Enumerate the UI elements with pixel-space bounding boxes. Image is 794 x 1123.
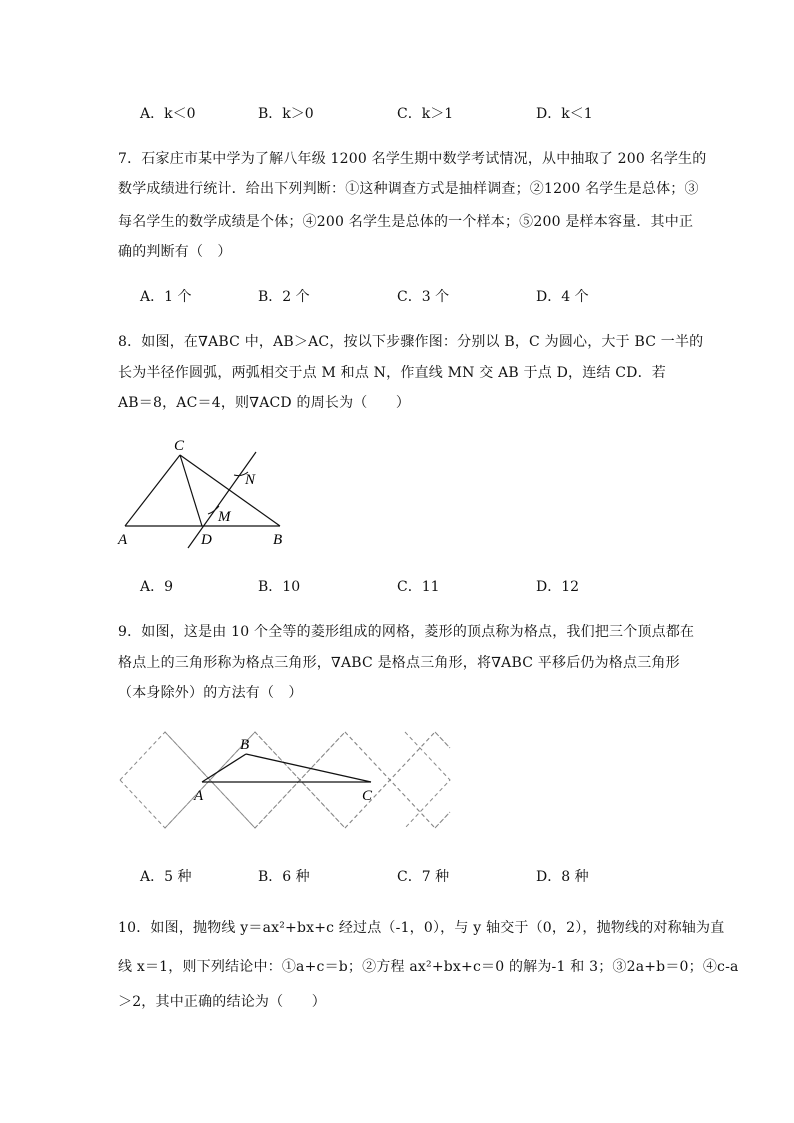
q8-option-c[interactable]: C．11: [397, 579, 440, 595]
q9-label-c: C: [362, 788, 373, 804]
q7-text-line-1: 7．石家庄市某中学为了解八年级 1200 名学生期中数学考试情况，从中抽取了 200 名学生的: [118, 151, 707, 167]
q8-triangle-figure: [110, 430, 300, 555]
q8-label-a: A: [118, 532, 128, 548]
q7-text-line-4: 确的判断有（ ）: [118, 244, 232, 260]
q9-rhombus-grid-figure: [110, 720, 460, 845]
q8-option-b[interactable]: B．10: [258, 579, 301, 595]
q8-line-mn: [188, 452, 256, 548]
q10-text-line-1: 10．如图，抛物线 y＝ax²+bx+c 经过点（-1，0），与 y 轴交于（0，2），抛物线的对称轴为直: [118, 920, 725, 936]
q6-option-d[interactable]: D．k＜1: [536, 106, 593, 122]
q7-option-b[interactable]: B．2 个: [258, 289, 310, 305]
q8-label-b: B: [273, 532, 283, 548]
q9-text-line-3: （本身除外）的方法有（ ）: [118, 685, 303, 701]
q7-text-line-3: 每名学生的数学成绩是个体；④200 名学生是总体的一个样本；⑤200 是样本容量．其中正: [118, 214, 694, 230]
q9-label-b: B: [240, 737, 250, 753]
q9-option-c[interactable]: C．7 种: [397, 869, 450, 885]
q8-label-c: C: [174, 438, 185, 454]
q7-option-d[interactable]: D．4 个: [536, 289, 589, 305]
q10-text-line-2: 线 x＝1，则下列结论中：①a+c＝b；②方程 ax²+bx+c＝0 的解为-1 和 3；③2a+b＝0；④c-a: [118, 959, 739, 975]
q8-label-n: N: [245, 472, 256, 488]
q7-option-a[interactable]: A．1 个: [140, 289, 192, 305]
q7-option-c[interactable]: C．3 个: [397, 289, 450, 305]
q8-text-line-3: AB＝8，AC＝4，则∇ACD 的周长为（ ）: [118, 395, 411, 411]
q8-option-d[interactable]: D．12: [536, 579, 580, 595]
q9-text-line-2: 格点上的三角形称为格点三角形，∇ABC 是格点三角形，将∇ABC 平移后仍为格点三角形: [118, 655, 680, 671]
q9-segment-bc: [246, 754, 371, 782]
q8-text-line-1: 8．如图，在∇ABC 中，AB＞AC，按以下步骤作图：分别以 B，C 为圆心，大于 BC 一半的: [118, 334, 704, 350]
q8-segment-cd: [180, 455, 202, 526]
q8-label-d: D: [201, 532, 212, 548]
q9-segment-ab: [202, 754, 246, 782]
q9-label-a: A: [194, 788, 204, 804]
q9-option-b[interactable]: B．6 种: [258, 869, 310, 885]
q9-option-d[interactable]: D．8 种: [536, 869, 589, 885]
q8-text-line-2: 长为半径作圆弧，两弧相交于点 M 和点 N，作直线 MN 交 AB 于点 D，连结 CD．若: [118, 365, 666, 381]
q8-option-a[interactable]: A．9: [140, 579, 174, 595]
q9-text-line-1: 9．如图，这是由 10 个全等的菱形组成的网格，菱形的顶点称为格点，我们把三个顶点都在: [118, 624, 695, 640]
q8-segment-ac: [125, 455, 180, 526]
q10-text-line-3: ＞2，其中正确的结论为（ ）: [118, 994, 326, 1010]
q7-text-line-2: 数学成绩进行统计．给出下列判断：①这种调查方式是抽样调查；②1200 名学生是总体；③: [118, 181, 699, 197]
q6-option-b[interactable]: B．k＞0: [258, 106, 314, 122]
q9-option-a[interactable]: A．5 种: [140, 869, 192, 885]
q6-option-a[interactable]: A．k＜0: [140, 106, 196, 122]
q9-dashed-grid: [120, 732, 450, 828]
q6-option-c[interactable]: C．k＞1: [397, 106, 454, 122]
q8-label-m: M: [218, 509, 231, 525]
